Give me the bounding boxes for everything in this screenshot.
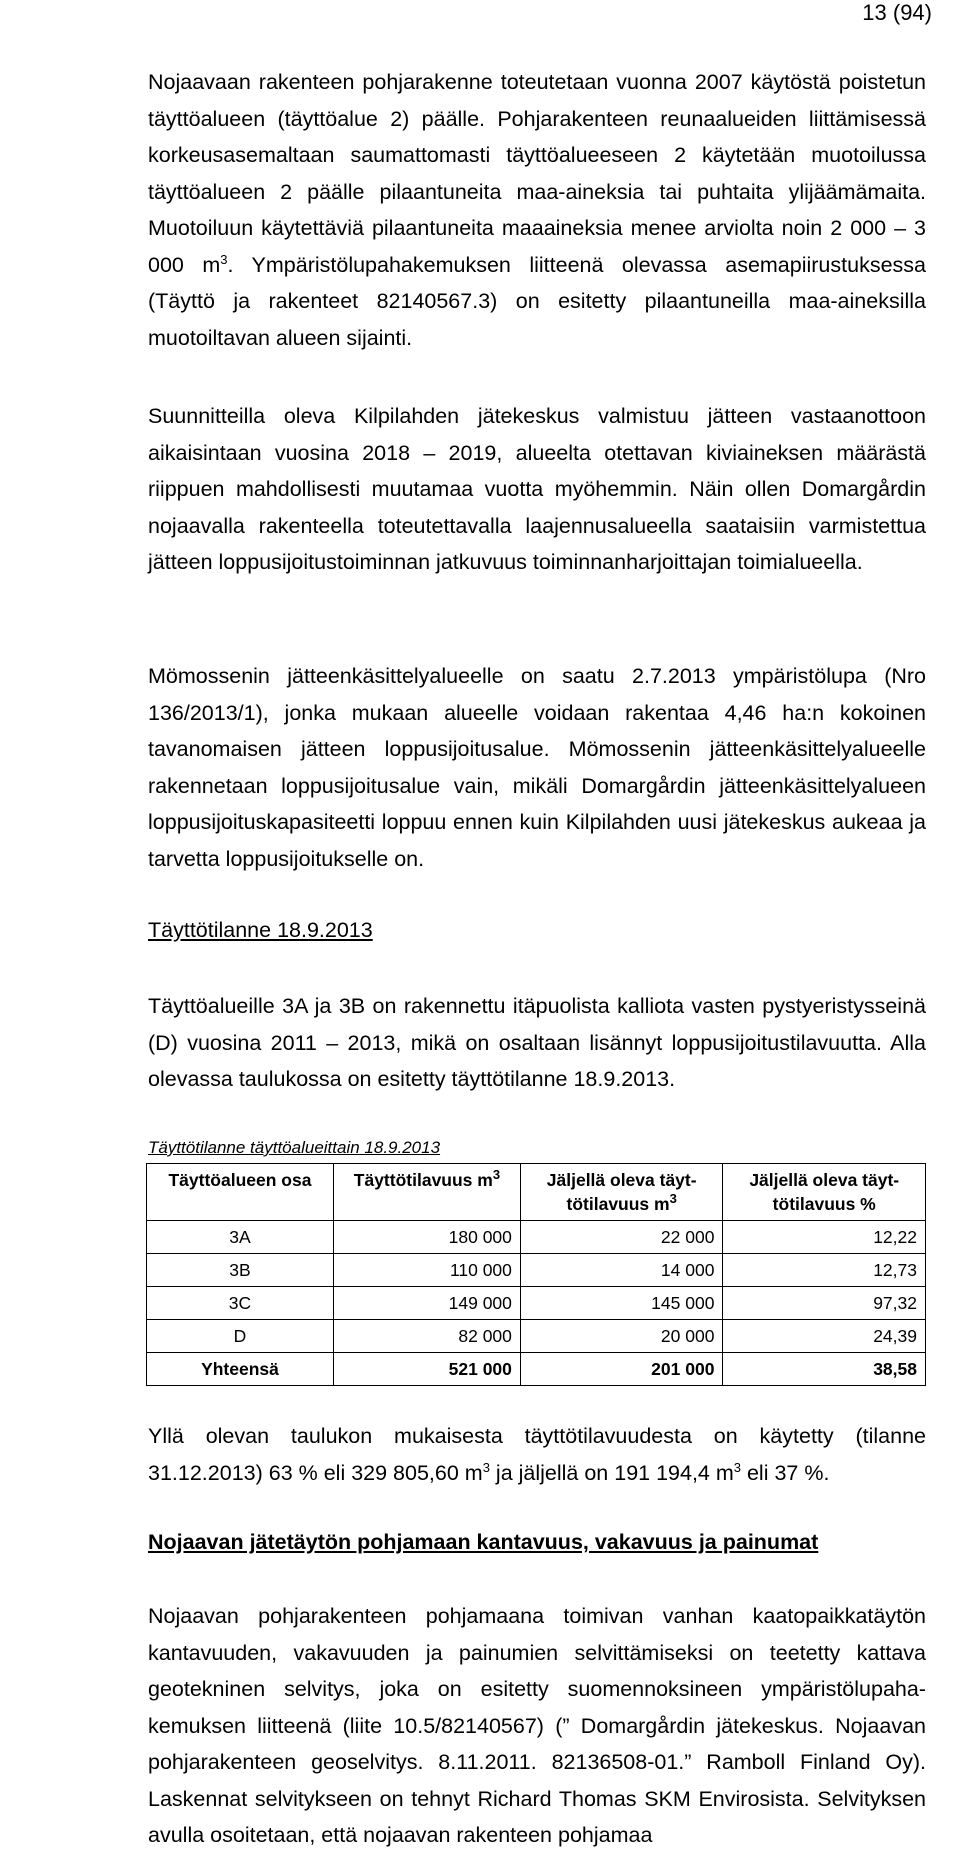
table-caption: Täyttötilanne täyttöalueittain 18.9.2013 — [148, 1138, 441, 1157]
header-area: Täyttöalueen osa — [147, 1164, 334, 1221]
cell-percent: 12,22 — [723, 1221, 926, 1254]
cell-percent: 12,73 — [723, 1254, 926, 1287]
paragraph-kilpilahti: Suunnitteilla oleva Kilpilahden jätekeskus valmistuu jätteen vastaanottoon aikaisintaan vuosina 2018 – 2019, alueelta otettavan kiviaineksen määrästä riippuen mahdollisesti muutamaa vuotta myöhemmin. Näin ollen Domargårdin nojaavalla rakenteella toteutettavalla laajennusalueella saataisiin varmistettua jätteen loppusijoitustoiminnan jatkuvuus toiminnanharjoittajan toimialueella. — [148, 404, 926, 574]
table-header-row — [147, 1164, 926, 1221]
cell-volume: 82 000 — [333, 1320, 520, 1353]
cell-percent: 38,58 — [723, 1353, 926, 1386]
table-row — [147, 1320, 926, 1353]
cell-volume: 110 000 — [333, 1254, 520, 1287]
page-number: 13 (94) — [862, 0, 932, 25]
cell-area: 3A — [147, 1221, 334, 1254]
cell-area: 3C — [147, 1287, 334, 1320]
header-remaining-percent: Jäljellä oleva täyttötilavuus % — [723, 1164, 926, 1221]
cell-percent: 97,32 — [723, 1287, 926, 1320]
cell-remaining: 14 000 — [520, 1254, 723, 1287]
fill-status-table — [146, 1163, 926, 1386]
cell-remaining: 22 000 — [520, 1221, 723, 1254]
table-row — [147, 1254, 926, 1287]
heading-fill-status: Täyttötilanne 18.9.2013 — [148, 918, 373, 942]
cell-remaining: 201 000 — [520, 1353, 723, 1386]
paragraph-fill-areas: Täyttöalueille 3A ja 3B on rakennettu itäpuolista kalliota vasten pystyeristysseinä (D) vuosina 2011 – 2013, mikä on osaltaan lisännyt loppusijoitustilavuutta. Alla olevassa taulukossa on esitetty täyttötilanne 18.9.2013. — [148, 994, 926, 1091]
cell-volume: 521 000 — [333, 1353, 520, 1386]
cell-area: Yhteensä — [147, 1353, 334, 1386]
paragraph-momossen: Mömossenin jätteenkäsittelyalueelle on saatu 2.7.2013 ympäristölupa (Nro 136/2013/1), jonka mukaan alueelle voidaan rakentaa 4,46 ha:n kokoinen tavanomaisen jätteen loppusijoitusalue. Mömossenin jätteenkäsittelyalueelle rakennetaan loppusijoitusalue vain, mikäli Domargårdin jätteenkäsittelyalueen loppusijoituskapasiteetti loppuu ennen kuin Kilpilahden uusi jätekeskus aukeaa ja tarvetta loppusijoitukselle on. — [148, 664, 926, 871]
table-total-row — [147, 1353, 926, 1386]
cell-remaining: 20 000 — [520, 1320, 723, 1353]
header-volume: Täyttötilavuus $m^3$ — [333, 1164, 520, 1221]
header-remaining: Jäljellä oleva täyttötilavuus $m^3$ — [520, 1164, 723, 1221]
heading-bearing-capacity: Nojaavan jätetäytön pohjamaan kantavuus, vakavuus ja painumat — [148, 1530, 819, 1554]
cell-remaining: 145 000 — [520, 1287, 723, 1320]
paragraph-geotechnical: Nojaavan pohjarakenteen pohjamaana toimivan vanhan kaatopaikkatäytön kantavuuden, vakavuuden ja painumien selvittämiseksi on teetetty kattava geotekninen selvitys, joka on esitetty suomennoksineen ympäristölupahakemuksen liitteenä (liite 10.5/82140567) (” Domargårdin jätekeskus. Nojaavan pohjarakenteen geoselvitys. 8.11.2011. 82136508-01.” Ramboll Finland Oy). Laskennat selvitykseen on tehnyt Richard Thomas SKM Envirosista. Selvityksen avulla osoitetaan, että nojaavan rakenteen pohjamaa — [148, 1604, 926, 1847]
cell-percent: 24,39 — [723, 1320, 926, 1353]
cell-volume: 149 000 — [333, 1287, 520, 1320]
paragraph-foundation: Nojaavaan rakenteen pohjarakenne toteutetaan vuonna 2007 käytöstä poistetun täyttöalueen (täyttöalue 2) päälle. Pohjarakenteen reunaalueiden liittämisessä korkeusasemaltaan saumattomasti täyttöalueeseen 2 käytetään muotoilussa täyttöalueen 2 päälle pilaantuneita maa-aineksia tai puhtaita ylijäämämaita. Muotoiluun käytettäviä pilaantuneita maaaineksia menee arviolta noin 2 000 – 3 000 $m^3$. Ympäristölupahakemuksen liitteenä olevassa asemapiirustuksessa (Täyttö ja rakenteet 82140567.3) on esitetty pilaantuneilla maa-aineksilla muotoiltavan alueen sijainti. — [148, 70, 926, 350]
table-row — [147, 1221, 926, 1254]
cell-area: D — [147, 1320, 334, 1353]
cell-volume: 180 000 — [333, 1221, 520, 1254]
cell-area: 3B — [147, 1254, 334, 1287]
paragraph-used-volume: Yllä olevan taulukon mukaisesta täyttötilavuudesta on käytetty (tilanne 31.12.2013) 63 % eli 329 805,60 $m^3$ ja jäljellä on 191 194,4 $m^3$ eli 37 %. — [148, 1424, 926, 1485]
table-row — [147, 1287, 926, 1320]
